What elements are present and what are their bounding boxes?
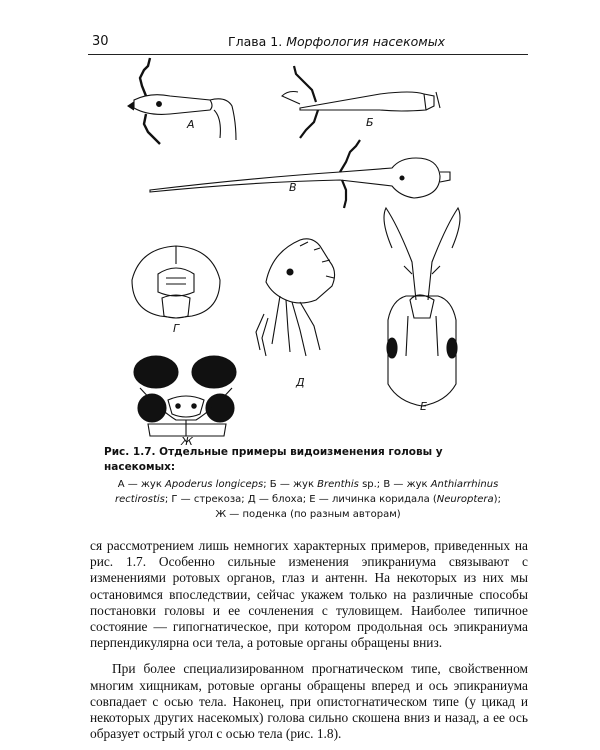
page-number: 30	[92, 34, 109, 49]
drawing-d-flea-head	[256, 239, 335, 356]
figure-label-b: Б	[366, 116, 374, 129]
figure-label-a: А	[187, 118, 195, 131]
chapter-number: Глава 1.	[228, 34, 283, 49]
caption-latin-name: Apoderus longiceps	[165, 479, 264, 490]
drawing-zh-mayfly-head	[134, 356, 236, 436]
figure-label-g: Г	[173, 322, 180, 335]
caption-text: );	[493, 494, 501, 505]
drawing-g-dragonfly-head	[132, 246, 220, 318]
caption-latin-name: Anthiarrhinus rectirostis	[115, 479, 499, 505]
caption-text: А — жук	[117, 479, 166, 490]
drawing-e-corydalid-larva-head	[384, 208, 460, 406]
body-paragraph-2: При более специализированном прогнатическом типе, свойственном многим хищникам, ротовые органы обращены вперед и ось эпикраниума совпадает с осью тела. Наконец, при опистогнатическом типе (у цикад и некоторых других насекомых) голова сильно скошена вниз и назад, а ее ось образует острый угол с осью тела (рис. 1.8).	[90, 661, 528, 742]
caption-latin-name: Neuroptera	[436, 494, 494, 505]
figure-label-zh: Ж	[181, 435, 193, 448]
caption-text: ; Б — жук	[263, 479, 318, 490]
figure-label-v: В	[289, 181, 297, 194]
caption-title: Рис. 1.7. Отдельные примеры видоизменения головы у насекомых:	[104, 446, 443, 473]
caption-text: Ж — поденка (по разным авторам)	[215, 509, 401, 520]
body-text	[90, 538, 528, 742]
figure-label-d: Д	[296, 376, 305, 389]
figure-label-e: Е	[420, 400, 427, 413]
body-paragraph-1: ся рассмотрением лишь немногих характерных примеров, приведенных на рис. 1.7. Особенно сильные изменения эпикраниума связывают с изменениями ротовых органов, глаз и антенн. На некоторых из них мы остановимся впоследствии, сейчас укажем только на различные способы постановки головы и ее сочленения с туловищем. Наиболее типичное состояние — гипогнатическое, при котором продольная ось эпикраниума перпендикулярна оси тела, а ротовые органы обращены вниз.	[90, 538, 528, 651]
caption-text: ; Г — стрекоза; Д — блоха; Е — личинка коридала (	[164, 494, 437, 505]
caption-latin-name: Brenthis	[317, 479, 359, 490]
drawing-b-brenthis-head	[282, 66, 440, 138]
drawing-v-anthiarrhinus-head	[150, 140, 450, 208]
figure-caption	[104, 445, 512, 522]
caption-text: sp.; В — жук	[358, 479, 431, 490]
chapter-title: Морфология насекомых	[286, 34, 446, 49]
drawing-a-apoderus-head	[128, 58, 236, 144]
